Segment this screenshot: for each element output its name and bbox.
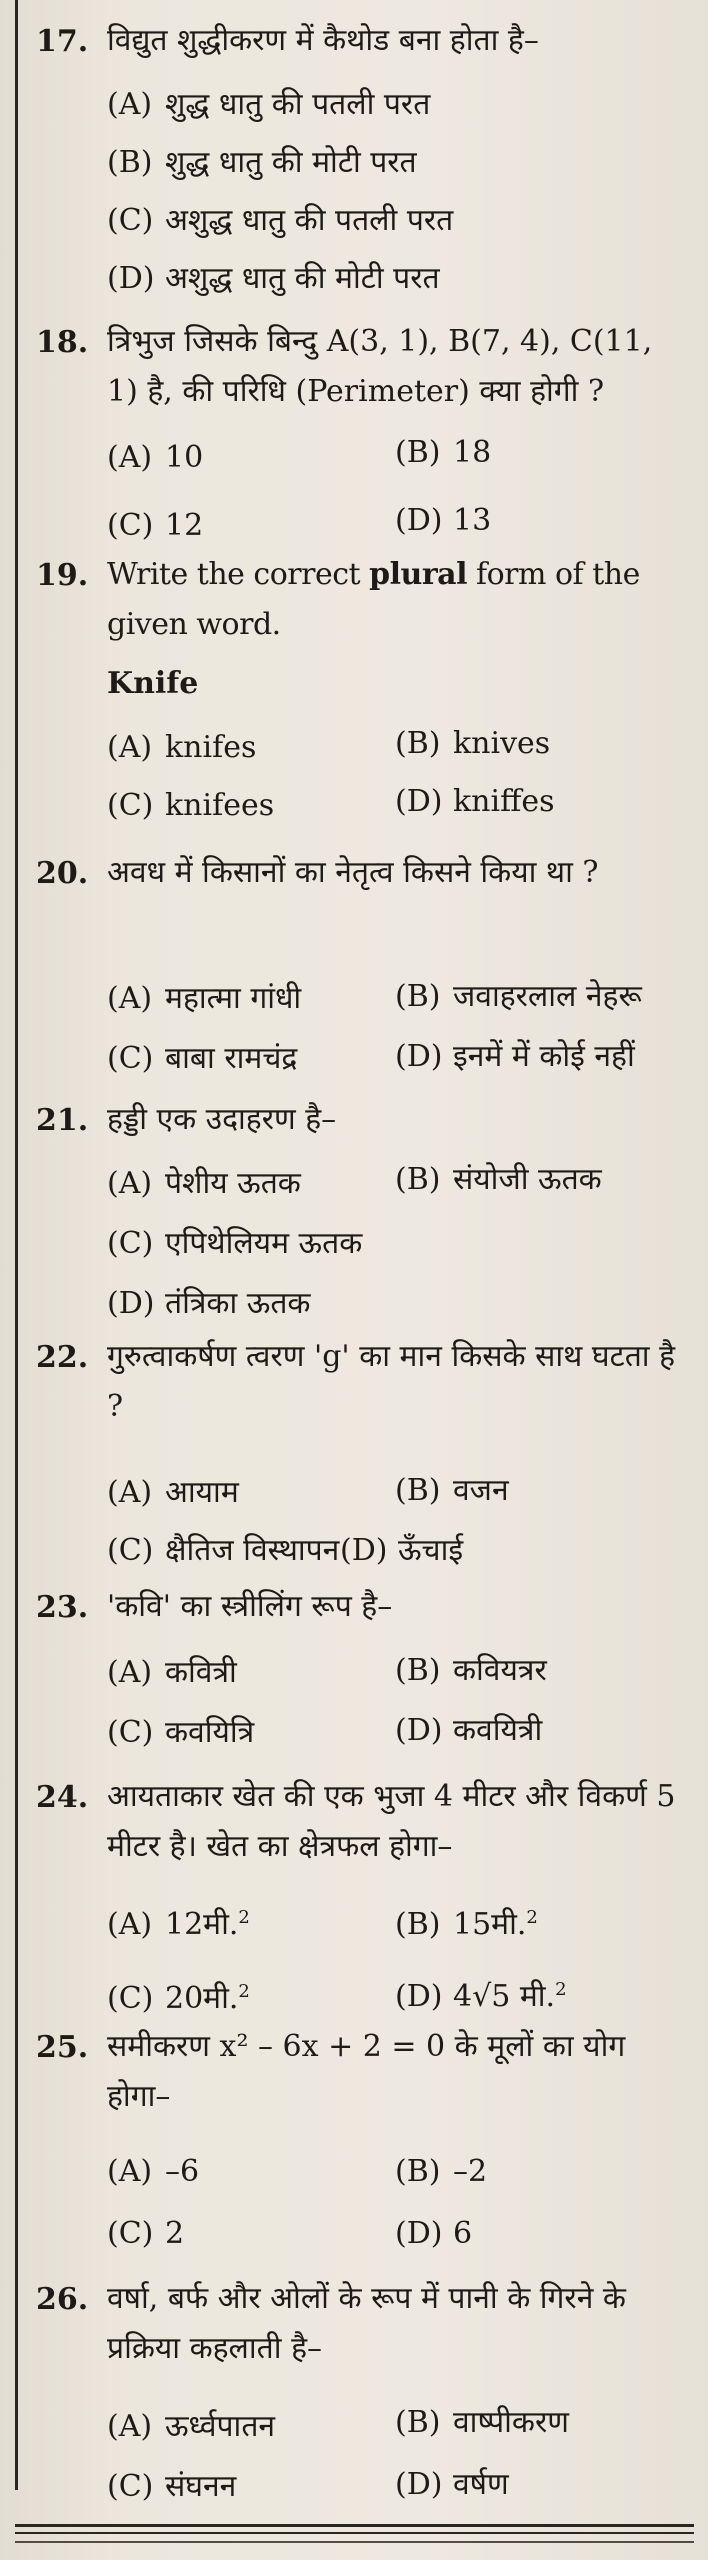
question-number: 24.	[36, 1780, 89, 1815]
option-text: –2	[453, 2154, 488, 2189]
option-label: (D)	[395, 784, 443, 819]
option-label: (B)	[395, 435, 441, 470]
option-label: (A)	[107, 440, 153, 475]
option-d	[107, 1281, 310, 1322]
option-text: अशुद्ध धातु की मोटी परत	[165, 261, 440, 296]
question-number: 17.	[36, 24, 89, 59]
option-label: (D)	[395, 1713, 443, 1748]
option-label: (B)	[395, 2405, 441, 2440]
option-d	[395, 784, 555, 819]
option-d	[395, 1034, 635, 1075]
option-d	[395, 1708, 542, 1749]
option-label: (D)	[340, 1533, 388, 1568]
option-label: (A)	[107, 1907, 153, 1942]
option-text: 13	[453, 503, 492, 538]
option-c	[107, 1976, 250, 2017]
option-c	[107, 2216, 184, 2251]
option-label: (A)	[107, 2409, 153, 2444]
option-label: (C)	[107, 508, 154, 543]
option-b	[395, 1648, 547, 1689]
question-number: 22.	[36, 1340, 89, 1375]
option-label: (D)	[395, 1979, 443, 2014]
option-text: ऊर्ध्वपातन	[165, 2409, 276, 2444]
option-label: (C)	[107, 1715, 154, 1750]
option-text: संयोजी ऊतक	[453, 1162, 602, 1197]
option-label: (C)	[107, 2216, 154, 2251]
option-text: बाबा रामचंद्र	[165, 1041, 298, 1076]
option-text: 4√5 मी.	[453, 1979, 556, 2014]
question-stem: त्रिभुज जिसके बिन्दु A(3, 1), B(7, 4), C(11, 1) है, की परिधि (Perimeter) क्या होगी ?	[107, 324, 653, 409]
option-label: (D)	[395, 503, 443, 538]
option-label: (A)	[107, 981, 153, 1016]
question-number: 19.	[36, 558, 89, 593]
question-stem	[107, 550, 682, 650]
bottom-rule	[15, 2524, 694, 2527]
option-label: (D)	[395, 2467, 443, 2502]
option-d	[395, 2216, 472, 2251]
option-text: knifees	[165, 788, 275, 823]
option-label: (A)	[107, 1655, 153, 1690]
question-number: 26.	[36, 2282, 89, 2317]
option-d	[395, 1974, 567, 2015]
option-label: (D)	[395, 1039, 443, 1074]
option-label: (C)	[107, 203, 154, 238]
question-number: 18.	[36, 325, 89, 360]
bottom-rule	[15, 2532, 694, 2534]
option-d	[395, 2462, 509, 2503]
option-text: 12	[165, 508, 204, 543]
option-text: 12मी.	[165, 1907, 239, 1942]
option-label: (C)	[107, 2469, 154, 2504]
option-a	[107, 2154, 199, 2189]
bottom-rule	[15, 2541, 694, 2543]
question-stem: विद्युत शुद्धीकरण में कैथोड बना होता है–	[107, 23, 539, 58]
option-b	[395, 2154, 487, 2189]
option-label: (B)	[395, 1162, 441, 1197]
stem-bold-word: plural	[369, 557, 467, 592]
option-d	[107, 256, 440, 297]
option-text: शुद्ध धातु की मोटी परत	[165, 145, 417, 180]
option-text: पेशीय ऊतक	[165, 1166, 301, 1201]
option-a	[107, 2404, 275, 2445]
option-text: knifes	[165, 730, 257, 765]
left-margin-rule	[15, 0, 18, 2490]
option-text: अशुद्ध धातु की पतली परत	[165, 203, 454, 238]
option-a	[107, 1902, 250, 1943]
option-c	[107, 2464, 236, 2505]
option-c	[107, 1221, 362, 1262]
question-number: 20.	[36, 856, 89, 891]
option-c	[107, 1528, 339, 1569]
option-label: (D)	[107, 261, 155, 296]
option-label: (A)	[107, 1166, 153, 1201]
option-text: ऊँचाई	[398, 1533, 464, 1568]
question-stem: समीकरण x² – 6x + 2 = 0 के मूलों का योग होगा–	[107, 2029, 626, 2114]
stem-text: Write the correct	[107, 557, 370, 592]
option-text: क्षैतिज विस्थापन	[165, 1533, 340, 1568]
option-label: (A)	[107, 2154, 153, 2189]
option-c	[107, 198, 453, 239]
option-c	[107, 1710, 254, 1751]
option-label: (B)	[395, 1473, 441, 1508]
option-b	[395, 435, 491, 470]
option-text: जवाहरलाल नेहरू	[453, 979, 642, 1014]
option-b	[107, 140, 417, 181]
option-superscript: 2	[526, 1907, 538, 1928]
option-b	[395, 2400, 569, 2441]
option-superscript: 2	[555, 1979, 567, 2000]
option-label: (B)	[395, 1907, 441, 1942]
option-label: (B)	[395, 726, 441, 761]
option-label: (C)	[107, 1533, 154, 1568]
option-label: (B)	[395, 979, 441, 1014]
option-superscript: 2	[238, 1907, 250, 1928]
question-stem: 'कवि' का स्त्रीलिंग रूप है–	[107, 1589, 393, 1624]
option-label: (C)	[107, 1226, 154, 1261]
option-a	[107, 440, 203, 475]
option-text: संघनन	[165, 2469, 237, 2504]
option-a	[107, 730, 256, 765]
option-label: (D)	[107, 1286, 155, 1321]
option-text: 15मी.	[453, 1907, 527, 1942]
question-stem: गुरुत्वाकर्षण त्वरण 'g' का मान किसके साथ घटता है ?	[107, 1339, 676, 1424]
option-b	[395, 726, 550, 761]
option-text: महात्मा गांधी	[165, 981, 302, 1016]
option-label: (D)	[395, 2216, 443, 2251]
option-superscript: 2	[238, 1981, 250, 2002]
option-label: (A)	[107, 1475, 153, 1510]
option-label: (C)	[107, 1981, 154, 2016]
question-stem: हड्डी एक उदाहरण है–	[107, 1102, 337, 1137]
option-text: 10	[165, 440, 204, 475]
option-text: वाष्पीकरण	[453, 2405, 569, 2440]
option-text: कवयित्रि	[165, 1715, 255, 1750]
option-text: वजन	[453, 1473, 509, 1508]
option-a	[107, 976, 301, 1017]
option-label: (C)	[107, 1041, 154, 1076]
option-text: वर्षण	[453, 2467, 509, 2502]
option-b	[395, 1902, 538, 1943]
option-label: (B)	[395, 1653, 441, 1688]
option-text: एपिथेलियम ऊतक	[165, 1226, 363, 1261]
option-a	[107, 1470, 239, 1511]
question-number: 23.	[36, 1590, 89, 1625]
option-label: (B)	[107, 145, 153, 180]
question-stem: आयताकार खेत की एक भुजा 4 मीटर और विकर्ण 5 मीटर है। खेत का क्षेत्रफल होगा–	[107, 1779, 676, 1864]
option-text: 6	[453, 2216, 473, 2251]
option-b	[395, 1468, 509, 1509]
option-label: (C)	[107, 788, 154, 823]
option-d	[340, 1528, 463, 1569]
option-b	[395, 974, 642, 1015]
option-text: कवियत्रर	[453, 1653, 547, 1688]
option-text: तंत्रिका ऊतक	[165, 1286, 311, 1321]
option-label: (A)	[107, 87, 153, 122]
stem-text: form of the given word.	[107, 557, 640, 642]
question-number: 25.	[36, 2030, 89, 2065]
option-text: 2	[165, 2216, 185, 2251]
option-c	[107, 788, 274, 823]
option-text: knives	[453, 726, 551, 761]
option-a	[107, 1161, 301, 1202]
option-a	[107, 1650, 237, 1691]
question-number: 21.	[36, 1103, 89, 1138]
question-stem: वर्षा, बर्फ और ओलों के रूप में पानी के गिरने के प्रक्रिया कहलाती है–	[107, 2281, 626, 2366]
option-label: (B)	[395, 2154, 441, 2189]
question-stem: अवध में किसानों का नेतृत्व किसने किया था ?	[107, 855, 599, 890]
option-b	[395, 1157, 602, 1198]
option-text: 20मी.	[165, 1981, 239, 2016]
option-label: (A)	[107, 730, 153, 765]
option-text: कवयित्री	[453, 1713, 543, 1748]
option-text: 18	[453, 435, 492, 470]
option-text: kniffes	[453, 784, 555, 819]
option-text: कवित्री	[165, 1655, 237, 1690]
option-d	[395, 503, 491, 538]
option-text: इनमें में कोई नहीं	[453, 1039, 635, 1074]
option-text: शुद्ध धातु की पतली परत	[165, 87, 431, 122]
option-text: आयाम	[165, 1475, 239, 1510]
option-c	[107, 1036, 297, 1077]
option-c	[107, 508, 203, 543]
option-a	[107, 82, 430, 123]
given-word: Knife	[107, 666, 199, 701]
option-text: –6	[165, 2154, 200, 2189]
